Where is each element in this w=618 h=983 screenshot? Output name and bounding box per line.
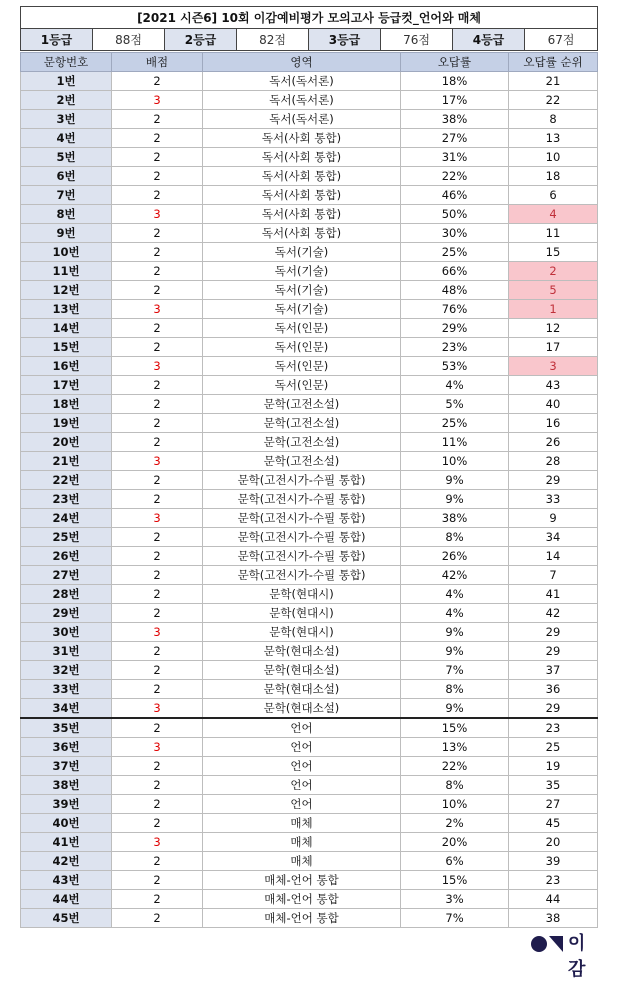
wrong-rank-cell: 8 [509, 110, 598, 129]
points-cell: 2 [112, 186, 203, 205]
area-cell: 문학(고전소설) [203, 414, 401, 433]
area-cell: 독서(인문) [203, 376, 401, 395]
wrong-rate-cell: 9% [401, 699, 509, 719]
points-cell: 2 [112, 338, 203, 357]
points-cell: 2 [112, 776, 203, 795]
question-number-cell: 4번 [21, 129, 112, 148]
wrong-rate-cell: 7% [401, 909, 509, 928]
wrong-rank-cell: 28 [509, 452, 598, 471]
points-cell: 3 [112, 300, 203, 319]
table-row [21, 814, 598, 833]
points-cell: 2 [112, 642, 203, 661]
wrong-rank-cell: 3 [509, 357, 598, 376]
question-number-cell: 8번 [21, 205, 112, 224]
table-row [21, 395, 598, 414]
wrong-rate-cell: 8% [401, 528, 509, 547]
area-cell: 문학(현대소설) [203, 642, 401, 661]
wrong-rate-cell: 10% [401, 452, 509, 471]
points-cell: 2 [112, 528, 203, 547]
area-cell: 독서(사회 통합) [203, 167, 401, 186]
question-number-cell: 45번 [21, 909, 112, 928]
wrong-rank-cell: 15 [509, 243, 598, 262]
points-cell: 2 [112, 471, 203, 490]
table-row [21, 680, 598, 699]
wrong-rank-cell: 29 [509, 471, 598, 490]
wrong-rate-cell: 66% [401, 262, 509, 281]
table-row [21, 585, 598, 604]
table-row [21, 852, 598, 871]
wrong-rank-cell: 2 [509, 262, 598, 281]
table-row [21, 148, 598, 167]
wrong-rank-cell: 19 [509, 757, 598, 776]
wrong-rate-cell: 46% [401, 186, 509, 205]
table-row [21, 909, 598, 928]
area-cell: 매체 [203, 833, 401, 852]
question-number-cell: 44번 [21, 890, 112, 909]
table-header-row [21, 53, 598, 72]
wrong-rank-cell: 36 [509, 680, 598, 699]
grade-1-label: 1등급 [21, 29, 93, 51]
question-number-cell: 33번 [21, 680, 112, 699]
points-cell: 3 [112, 699, 203, 719]
grade-3-score: 76점 [381, 29, 453, 51]
area-cell: 독서(인문) [203, 319, 401, 338]
question-number-cell: 31번 [21, 642, 112, 661]
wrong-rank-cell: 1 [509, 300, 598, 319]
wrong-rate-cell: 38% [401, 509, 509, 528]
area-cell: 문학(고전시가-수필 통합) [203, 547, 401, 566]
question-number-cell: 42번 [21, 852, 112, 871]
points-cell: 2 [112, 319, 203, 338]
wrong-rank-cell: 37 [509, 661, 598, 680]
question-number-cell: 17번 [21, 376, 112, 395]
question-number-cell: 36번 [21, 738, 112, 757]
wrong-rate-cell: 15% [401, 871, 509, 890]
table-row [21, 642, 598, 661]
area-cell: 매체-언어 통합 [203, 909, 401, 928]
table-row [21, 795, 598, 814]
area-cell: 문학(고전시가-수필 통합) [203, 566, 401, 585]
question-number-cell: 7번 [21, 186, 112, 205]
table-row [21, 776, 598, 795]
wrong-rate-cell: 8% [401, 776, 509, 795]
area-cell: 독서(사회 통합) [203, 148, 401, 167]
wrong-rank-cell: 6 [509, 186, 598, 205]
question-number-cell: 12번 [21, 281, 112, 300]
area-cell: 언어 [203, 757, 401, 776]
table-row [21, 604, 598, 623]
table-row [21, 300, 598, 319]
wrong-rank-cell: 22 [509, 91, 598, 110]
question-number-cell: 20번 [21, 433, 112, 452]
wrong-rate-cell: 6% [401, 852, 509, 871]
table-row [21, 452, 598, 471]
wrong-rate-cell: 3% [401, 890, 509, 909]
wrong-rank-cell: 10 [509, 148, 598, 167]
grade-2-score: 82점 [237, 29, 309, 51]
area-cell: 독서(독서론) [203, 110, 401, 129]
table-row [21, 243, 598, 262]
question-number-cell: 40번 [21, 814, 112, 833]
points-cell: 2 [112, 718, 203, 738]
area-cell: 독서(사회 통합) [203, 129, 401, 148]
area-cell: 독서(독서론) [203, 91, 401, 110]
wrong-rate-cell: 38% [401, 110, 509, 129]
area-cell: 독서(사회 통합) [203, 224, 401, 243]
column-header-wrong-rate: 오답률 [401, 53, 509, 72]
wrong-rate-cell: 29% [401, 319, 509, 338]
question-number-cell: 21번 [21, 452, 112, 471]
wrong-rate-cell: 9% [401, 623, 509, 642]
wrong-rank-cell: 34 [509, 528, 598, 547]
wrong-rank-cell: 23 [509, 871, 598, 890]
grade-2-label: 2등급 [165, 29, 237, 51]
points-cell: 2 [112, 148, 203, 167]
wrong-rank-cell: 18 [509, 167, 598, 186]
question-number-cell: 43번 [21, 871, 112, 890]
table-row [21, 757, 598, 776]
points-cell: 2 [112, 814, 203, 833]
wrong-rate-cell: 25% [401, 243, 509, 262]
wrong-rate-cell: 25% [401, 414, 509, 433]
area-cell: 독서(사회 통합) [203, 186, 401, 205]
wrong-rank-cell: 14 [509, 547, 598, 566]
points-cell: 2 [112, 72, 203, 91]
wrong-rate-cell: 9% [401, 471, 509, 490]
wrong-rank-cell: 44 [509, 890, 598, 909]
wrong-rate-cell: 5% [401, 395, 509, 414]
wrong-rate-cell: 53% [401, 357, 509, 376]
question-number-cell: 28번 [21, 585, 112, 604]
wrong-rate-cell: 2% [401, 814, 509, 833]
question-number-cell: 15번 [21, 338, 112, 357]
wrong-rank-cell: 11 [509, 224, 598, 243]
wrong-rate-cell: 76% [401, 300, 509, 319]
wrong-rank-cell: 4 [509, 205, 598, 224]
question-number-cell: 37번 [21, 757, 112, 776]
table-row [21, 186, 598, 205]
wrong-rank-cell: 17 [509, 338, 598, 357]
logo-mark-icon [530, 931, 566, 957]
table-row [21, 528, 598, 547]
area-cell: 언어 [203, 776, 401, 795]
wrong-rank-cell: 7 [509, 566, 598, 585]
points-cell: 2 [112, 547, 203, 566]
wrong-rank-cell: 16 [509, 414, 598, 433]
column-header-wrong-rank: 오답률 순위 [509, 53, 598, 72]
wrong-rate-cell: 15% [401, 718, 509, 738]
wrong-rank-cell: 21 [509, 72, 598, 91]
question-number-cell: 2번 [21, 91, 112, 110]
wrong-rate-cell: 4% [401, 604, 509, 623]
grade-3-label: 3등급 [309, 29, 381, 51]
table-row [21, 167, 598, 186]
column-header-area: 영역 [203, 53, 401, 72]
wrong-rate-cell: 4% [401, 585, 509, 604]
area-cell: 문학(고전소설) [203, 395, 401, 414]
area-cell: 독서(독서론) [203, 72, 401, 91]
area-cell: 독서(기술) [203, 243, 401, 262]
table-row [21, 566, 598, 585]
points-cell: 3 [112, 205, 203, 224]
grade-4-score: 67점 [525, 29, 598, 51]
area-cell: 매체 [203, 852, 401, 871]
question-number-cell: 13번 [21, 300, 112, 319]
wrong-rate-cell: 31% [401, 148, 509, 167]
wrong-rank-cell: 9 [509, 509, 598, 528]
points-cell: 2 [112, 566, 203, 585]
column-header-points: 배점 [112, 53, 203, 72]
area-cell: 매체-언어 통합 [203, 890, 401, 909]
points-cell: 3 [112, 738, 203, 757]
points-cell: 2 [112, 757, 203, 776]
wrong-rate-cell: 27% [401, 129, 509, 148]
table-row [21, 110, 598, 129]
question-number-cell: 32번 [21, 661, 112, 680]
wrong-rank-cell: 23 [509, 718, 598, 738]
table-row [21, 890, 598, 909]
area-cell: 언어 [203, 795, 401, 814]
points-cell: 2 [112, 909, 203, 928]
area-cell: 독서(기술) [203, 262, 401, 281]
table-row [21, 661, 598, 680]
question-number-cell: 41번 [21, 833, 112, 852]
points-cell: 3 [112, 91, 203, 110]
points-cell: 2 [112, 243, 203, 262]
question-number-cell: 25번 [21, 528, 112, 547]
area-cell: 문학(현대시) [203, 604, 401, 623]
area-cell: 매체 [203, 814, 401, 833]
wrong-rank-cell: 40 [509, 395, 598, 414]
wrong-rank-cell: 43 [509, 376, 598, 395]
wrong-rate-cell: 42% [401, 566, 509, 585]
question-number-cell: 3번 [21, 110, 112, 129]
wrong-rate-cell: 30% [401, 224, 509, 243]
points-cell: 2 [112, 110, 203, 129]
table-row [21, 414, 598, 433]
grade-4-label: 4등급 [453, 29, 525, 51]
wrong-rate-cell: 8% [401, 680, 509, 699]
points-cell: 2 [112, 890, 203, 909]
wrong-rank-cell: 45 [509, 814, 598, 833]
points-cell: 2 [112, 795, 203, 814]
wrong-rate-cell: 9% [401, 490, 509, 509]
area-cell: 문학(고전소설) [203, 452, 401, 471]
wrong-rank-cell: 25 [509, 738, 598, 757]
question-number-cell: 26번 [21, 547, 112, 566]
wrong-rank-cell: 35 [509, 776, 598, 795]
table-row [21, 205, 598, 224]
table-row [21, 699, 598, 719]
wrong-rate-cell: 20% [401, 833, 509, 852]
question-number-cell: 6번 [21, 167, 112, 186]
points-cell: 2 [112, 680, 203, 699]
table-row [21, 129, 598, 148]
question-number-cell: 11번 [21, 262, 112, 281]
wrong-rank-cell: 26 [509, 433, 598, 452]
area-cell: 독서(기술) [203, 300, 401, 319]
points-cell: 3 [112, 833, 203, 852]
points-cell: 2 [112, 395, 203, 414]
area-cell: 문학(고전시가-수필 통합) [203, 528, 401, 547]
wrong-rank-cell: 29 [509, 623, 598, 642]
question-number-cell: 10번 [21, 243, 112, 262]
table-row [21, 871, 598, 890]
question-number-cell: 19번 [21, 414, 112, 433]
question-number-cell: 30번 [21, 623, 112, 642]
question-number-cell: 18번 [21, 395, 112, 414]
wrong-rate-cell: 17% [401, 91, 509, 110]
area-cell: 언어 [203, 738, 401, 757]
area-cell: 언어 [203, 718, 401, 738]
area-cell: 문학(현대시) [203, 585, 401, 604]
wrong-rank-cell: 33 [509, 490, 598, 509]
points-cell: 2 [112, 167, 203, 186]
points-cell: 2 [112, 871, 203, 890]
wrong-rate-cell: 22% [401, 757, 509, 776]
wrong-rank-cell: 27 [509, 795, 598, 814]
area-cell: 매체-언어 통합 [203, 871, 401, 890]
question-stats-table [20, 52, 598, 928]
table-row [21, 72, 598, 91]
question-number-cell: 1번 [21, 72, 112, 91]
area-cell: 독서(인문) [203, 357, 401, 376]
logo-text: 이감 [568, 933, 586, 980]
table-row [21, 509, 598, 528]
wrong-rank-cell: 41 [509, 585, 598, 604]
question-number-cell: 38번 [21, 776, 112, 795]
points-cell: 2 [112, 661, 203, 680]
grade-1-score: 88점 [93, 29, 165, 51]
question-number-cell: 29번 [21, 604, 112, 623]
question-number-cell: 27번 [21, 566, 112, 585]
table-row [21, 338, 598, 357]
points-cell: 2 [112, 129, 203, 148]
area-cell: 문학(현대소설) [203, 661, 401, 680]
points-cell: 2 [112, 376, 203, 395]
wrong-rate-cell: 11% [401, 433, 509, 452]
table-row [21, 319, 598, 338]
points-cell: 2 [112, 224, 203, 243]
points-cell: 2 [112, 604, 203, 623]
question-number-cell: 9번 [21, 224, 112, 243]
area-cell: 독서(인문) [203, 338, 401, 357]
wrong-rate-cell: 10% [401, 795, 509, 814]
table-row [21, 433, 598, 452]
points-cell: 2 [112, 852, 203, 871]
question-number-cell: 22번 [21, 471, 112, 490]
question-number-cell: 5번 [21, 148, 112, 167]
question-number-cell: 24번 [21, 509, 112, 528]
question-number-cell: 23번 [21, 490, 112, 509]
area-cell: 독서(기술) [203, 281, 401, 300]
wrong-rank-cell: 12 [509, 319, 598, 338]
question-number-cell: 34번 [21, 699, 112, 719]
area-cell: 문학(고전시가-수필 통합) [203, 490, 401, 509]
table-row [21, 471, 598, 490]
question-number-cell: 39번 [21, 795, 112, 814]
points-cell: 2 [112, 414, 203, 433]
area-cell: 문학(고전시가-수필 통합) [203, 509, 401, 528]
area-cell: 독서(사회 통합) [203, 205, 401, 224]
area-cell: 문학(현대소설) [203, 680, 401, 699]
wrong-rank-cell: 13 [509, 129, 598, 148]
points-cell: 2 [112, 262, 203, 281]
points-cell: 2 [112, 433, 203, 452]
question-number-cell: 14번 [21, 319, 112, 338]
area-cell: 문학(고전시가-수필 통합) [203, 471, 401, 490]
points-cell: 3 [112, 452, 203, 471]
wrong-rate-cell: 13% [401, 738, 509, 757]
points-cell: 2 [112, 281, 203, 300]
table-row [21, 718, 598, 738]
table-row [21, 376, 598, 395]
question-number-cell: 16번 [21, 357, 112, 376]
table-row [21, 357, 598, 376]
wrong-rate-cell: 23% [401, 338, 509, 357]
wrong-rank-cell: 20 [509, 833, 598, 852]
wrong-rank-cell: 29 [509, 642, 598, 661]
wrong-rate-cell: 22% [401, 167, 509, 186]
points-cell: 3 [112, 509, 203, 528]
table-row [21, 623, 598, 642]
wrong-rate-cell: 26% [401, 547, 509, 566]
wrong-rate-cell: 7% [401, 661, 509, 680]
table-row [21, 833, 598, 852]
wrong-rank-cell: 38 [509, 909, 598, 928]
page-title: [2021 시즌6] 10회 이감예비평가 모의고사 등급컷_언어와 매체 [21, 7, 598, 29]
table-row [21, 224, 598, 243]
wrong-rate-cell: 4% [401, 376, 509, 395]
wrong-rank-cell: 5 [509, 281, 598, 300]
area-cell: 문학(현대시) [203, 623, 401, 642]
table-row [21, 547, 598, 566]
wrong-rate-cell: 48% [401, 281, 509, 300]
table-row [21, 738, 598, 757]
table-row [21, 262, 598, 281]
wrong-rate-cell: 9% [401, 642, 509, 661]
wrong-rate-cell: 18% [401, 72, 509, 91]
points-cell: 2 [112, 585, 203, 604]
points-cell: 2 [112, 490, 203, 509]
question-number-cell: 35번 [21, 718, 112, 738]
wrong-rank-cell: 29 [509, 699, 598, 719]
wrong-rank-cell: 42 [509, 604, 598, 623]
wrong-rate-cell: 50% [401, 205, 509, 224]
table-row [21, 490, 598, 509]
table-row [21, 91, 598, 110]
grade-cut-table [20, 6, 598, 51]
points-cell: 3 [112, 357, 203, 376]
wrong-rank-cell: 39 [509, 852, 598, 871]
area-cell: 문학(고전소설) [203, 433, 401, 452]
igam-logo [530, 931, 596, 980]
column-header-question: 문항번호 [21, 53, 112, 72]
points-cell: 3 [112, 623, 203, 642]
area-cell: 문학(현대소설) [203, 699, 401, 719]
table-row [21, 281, 598, 300]
